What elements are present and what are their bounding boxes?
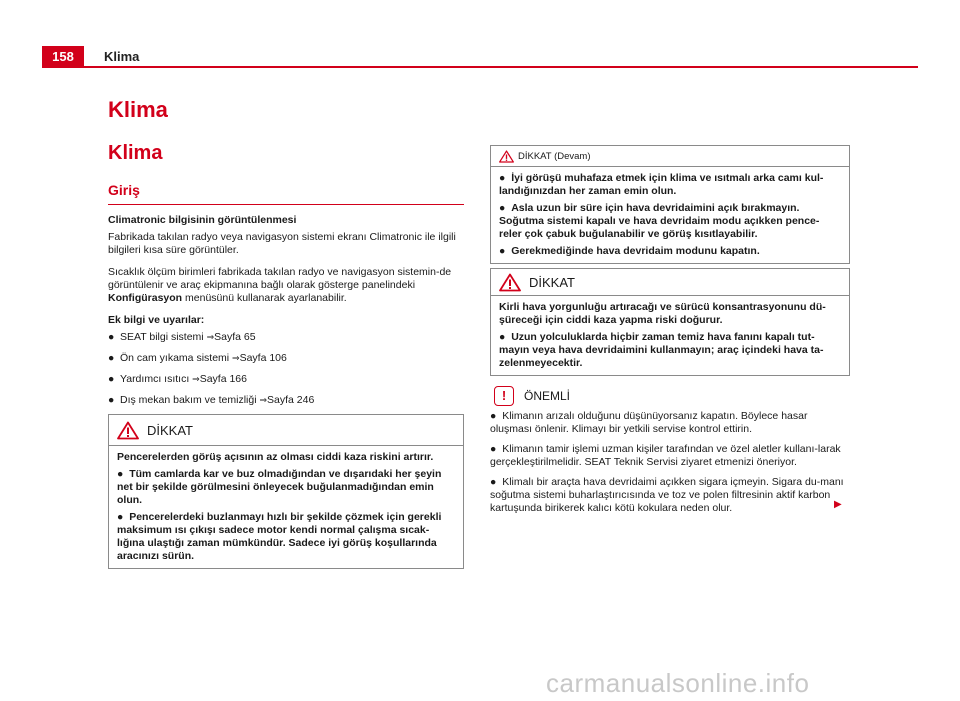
- bullet-icon: ●: [499, 245, 506, 257]
- warning-item: [117, 468, 455, 507]
- bullet-icon: ●: [490, 443, 497, 455]
- warning-header: [491, 146, 849, 167]
- notice-item: [490, 476, 848, 515]
- subsection-title: Giriş: [108, 182, 140, 198]
- bullet-icon: ●: [490, 410, 497, 422]
- bullet-icon: ●: [490, 476, 497, 488]
- watermark: carmanualsonline.info: [546, 668, 810, 698]
- exclamation-icon: !: [494, 386, 514, 406]
- notice-item: [490, 443, 848, 469]
- warning-item-text: Tüm camlarda kar ve buz olmadığından ve dışarıdaki her şeyin net bir şekilde görülmesini önleyecek buğulanmadığından emin olun.: [117, 468, 442, 506]
- continue-arrow-icon: ▶: [834, 499, 842, 510]
- warning-box-air-quality: [490, 268, 850, 376]
- climatronic-heading: Climatronic bilgisinin görüntülenmesi: [108, 214, 297, 226]
- warning-box-visibility: [108, 414, 464, 569]
- notice-header: [494, 386, 570, 406]
- warning-body: [109, 446, 463, 568]
- warning-label: DİKKAT (Devam): [518, 150, 591, 162]
- bullet-icon: ●: [108, 373, 115, 385]
- list-item: [108, 352, 464, 365]
- subsection-divider: [108, 204, 464, 205]
- bullet-icon: ●: [108, 331, 115, 343]
- arrow-right-icon: ⇒: [259, 395, 268, 405]
- page-reference-link[interactable]: Sayfa 246: [267, 394, 315, 406]
- warning-triangle-icon: [499, 150, 514, 163]
- bullet-icon: ●: [499, 331, 506, 343]
- warning-triangle-icon: [499, 273, 521, 292]
- page-reference-link[interactable]: Sayfa 65: [214, 331, 256, 343]
- arrow-right-icon: ⇒: [192, 374, 200, 384]
- item-text: SEAT bilgi sistemi: [120, 331, 204, 343]
- warning-item: [499, 245, 841, 258]
- notice-item: [490, 410, 848, 436]
- warning-header: [491, 269, 849, 296]
- left-column: [108, 214, 464, 415]
- units-text-pre: Sıcaklık ölçüm birimleri fabrikada takılan radyo ve navigasyon sistemin-de görüntülenir ve araç ekipmanına bağlı olarak gösterge panelindeki: [108, 266, 452, 291]
- warning-text: Pencerelerden görüş açısının az olması ciddi kaza riskini artırır.: [117, 451, 434, 463]
- arrow-right-icon: ⇒: [232, 353, 240, 363]
- bullet-icon: ●: [117, 468, 124, 480]
- notice-item-text: Klimanın arızalı olduğunu düşünüyorsanız kapatın. Böylece hasar oluşması önlenir. Klimayı bir yetkili servise kontrol ettirin.: [490, 410, 808, 435]
- list-item: [108, 331, 464, 344]
- units-paragraph: [108, 266, 464, 305]
- chapter-title: Klima: [108, 97, 168, 122]
- list-item: [108, 394, 464, 407]
- warning-item-text: Asla uzun bir süre için hava devridaimini açık bırakmayın. Soğutma sistemi kapalı ve hava devridaim modu açıkken pence-reler çok çabuk buğulanabilir ve görüş kısıtlayabilir.: [499, 202, 820, 240]
- section-title: Klima: [108, 142, 163, 164]
- warning-header: [109, 415, 463, 446]
- warning-triangle-icon: [117, 421, 139, 440]
- bullet-icon: ●: [499, 172, 506, 184]
- warning-item: [499, 331, 841, 370]
- warning-item-text: Gerekmediğinde hava devridaim modunu kapatın.: [511, 245, 760, 257]
- units-text-post: menüsünü kullanarak ayarlanabilir.: [185, 292, 347, 304]
- bullet-icon: ●: [117, 511, 124, 523]
- warning-item-text: İyi görüşü muhafaza etmek için klima ve ısıtmalı arka camı kul-landığınızdan her zaman emin olun.: [499, 172, 824, 197]
- notice-body: [490, 410, 848, 522]
- warning-item: [117, 511, 455, 563]
- warning-body: [491, 167, 849, 263]
- notice-item-text: Klimalı bir araçta hava devridaimi açıkken sigara içmeyin. Sigara du-manı soğutma sistemi buharlaştırıcısında ve toz ve polen filtresinin aktif karbon kartuşunda birikerek kalıcı kötü kokulara neden olur.: [490, 476, 844, 514]
- warning-item-text: Uzun yolculuklarda hiçbir zaman temiz hava fanını kapalı tut-mayın veya hava devridaimini kullanmayın; araç içindeki hava ta-zelenmeyecektir.: [499, 331, 824, 369]
- extra-info-heading: Ek bilgi ve uyarılar:: [108, 314, 205, 326]
- page-reference-link[interactable]: Sayfa 166: [199, 373, 247, 385]
- warning-text: Kirli hava yorgunluğu artıracağı ve sürücü konsantrasyonunu dü-şüreceği için ciddi kaza yapma riski doğurur.: [499, 301, 826, 326]
- list-item: [108, 373, 464, 386]
- extra-info-list: [108, 331, 464, 407]
- warning-label: DİKKAT: [529, 274, 575, 290]
- bullet-icon: ●: [108, 352, 115, 364]
- page-reference-link[interactable]: Sayfa 106: [239, 352, 287, 364]
- item-text: Yardımcı ısıtıcı: [120, 373, 190, 385]
- header-title: Klima: [104, 49, 140, 64]
- climatronic-text: Fabrikada takılan radyo veya navigasyon sistemi ekranı Climatronic ile ilgili bilgileri kısa süre görüntüler.: [108, 231, 456, 256]
- notice-label: ÖNEMLİ: [524, 389, 571, 403]
- bullet-icon: ●: [499, 202, 506, 214]
- item-text: Dış mekan bakım ve temizliği: [120, 394, 257, 406]
- bullet-icon: ●: [108, 394, 115, 406]
- notice-item-text: Klimanın tamir işlemi uzman kişiler tarafından ve özel aletler kullanı-larak gerçekleştirilmelidir. SEAT Teknik Servisi ziyaret etmenizi öneriyor.: [490, 443, 841, 468]
- warning-item-text: Pencerelerdeki buzlanmayı hızlı bir şekilde çözmek için gerekli maksimum ısı çıkışı sadece motor kendi normal çalışma sıcak-lığına ulaştığı zaman mümkündür. Sadece iyi görüş koşullarında aracınızı sürün.: [117, 511, 442, 562]
- warning-item: [499, 172, 841, 198]
- header-divider: [84, 66, 918, 68]
- arrow-right-icon: ⇒: [206, 332, 215, 342]
- configuration-menu-term: Konfigürasyon: [108, 292, 183, 304]
- warning-item: [499, 202, 841, 241]
- warning-box-continued: [490, 145, 850, 264]
- page-number: 158: [42, 46, 84, 68]
- warning-label: DİKKAT: [147, 422, 193, 438]
- warning-body: [491, 296, 849, 375]
- item-text: Ön cam yıkama sistemi: [120, 352, 230, 364]
